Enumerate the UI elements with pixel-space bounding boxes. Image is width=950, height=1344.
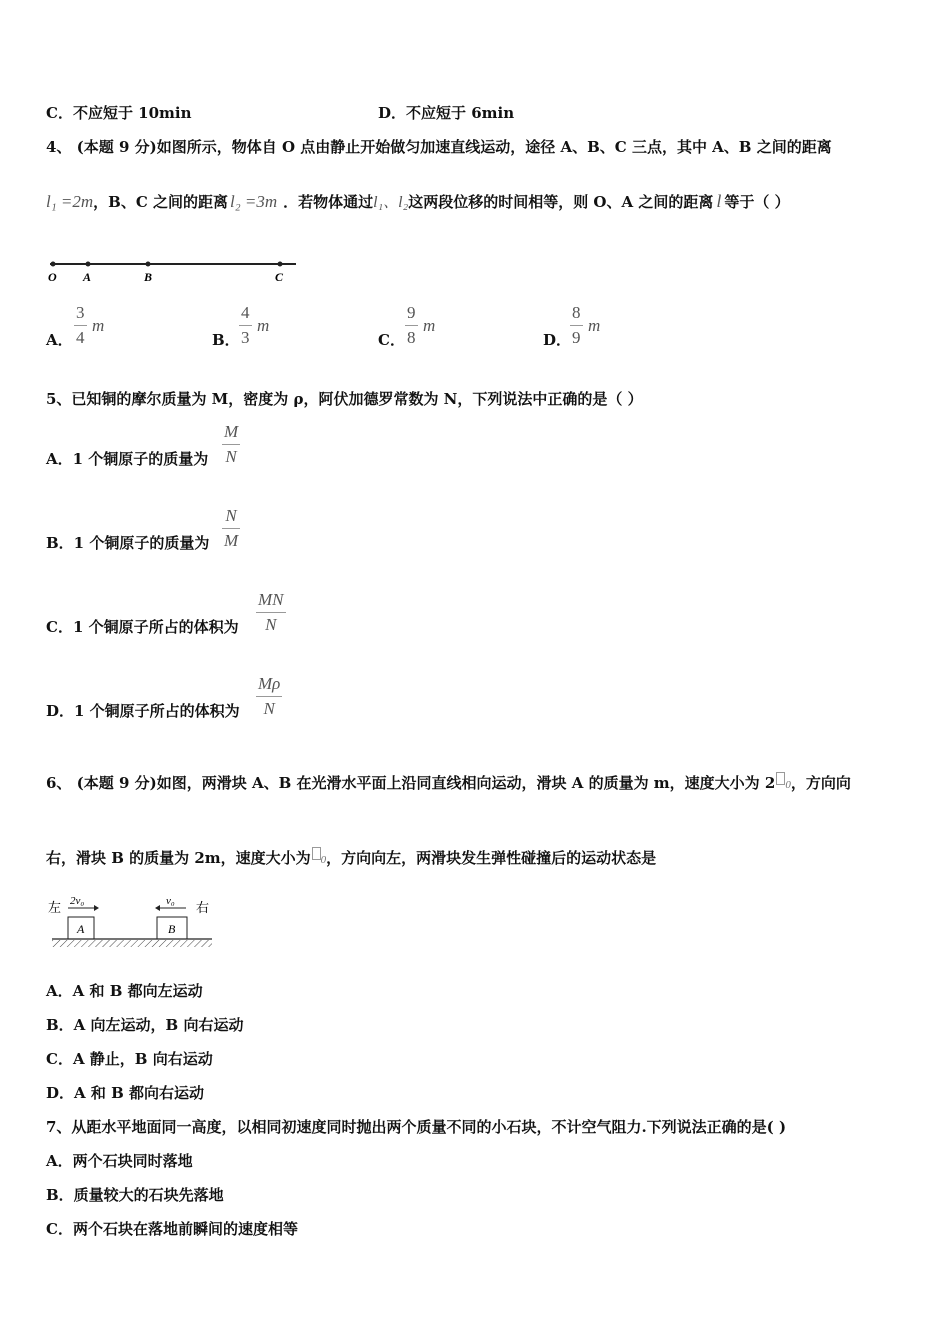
left-label: 左 bbox=[48, 901, 62, 916]
q4-option-c-label: C． bbox=[378, 331, 405, 349]
missing-glyph-box bbox=[312, 847, 321, 860]
right-label: 右 bbox=[196, 901, 210, 916]
point-o bbox=[51, 262, 56, 267]
q3-option-d: D．不应短于 6min bbox=[378, 104, 515, 122]
q6-stem-line2 bbox=[46, 847, 656, 868]
q4-seg-b: ，B、C 之间的距离 bbox=[93, 193, 228, 211]
q5-option-a-fraction: M N bbox=[224, 422, 239, 466]
arrow-left-head bbox=[155, 905, 160, 911]
block-b-label: B bbox=[168, 922, 176, 936]
q4-seg-c: ．若物体通过 bbox=[283, 193, 374, 211]
q5-option-b: B．1 个铜原子的质量为 bbox=[46, 534, 210, 552]
q5-option-c: C．1 个铜原子所占的体积为 bbox=[46, 618, 239, 636]
q5-stem: 5、已知铜的摩尔质量为 M，密度为 ρ，阿伏加德罗常数为 N，下列说法中正确的是（ ） bbox=[46, 390, 643, 408]
q4-option-a-label: A． bbox=[46, 331, 73, 349]
velocity-a-label: 2v₀ bbox=[70, 895, 85, 907]
label-c: C bbox=[275, 270, 284, 284]
l2-expression: l₂ =3m bbox=[229, 192, 278, 211]
point-a bbox=[86, 262, 91, 267]
q7-option-c: C．两个石块在落地前瞬间的速度相等 bbox=[46, 1220, 298, 1238]
q5-option-b-fraction: N M bbox=[224, 506, 239, 550]
q6-option-c: C．A 静止，B 向右运动 bbox=[46, 1050, 213, 1068]
q4-option-c-fraction: 9 8 bbox=[407, 303, 416, 347]
q6-option-b: B．A 向左运动，B 向右运动 bbox=[46, 1016, 244, 1034]
missing-glyph-box bbox=[776, 772, 785, 785]
q6-stem-line2-text: 右，滑块 B 的质量为 2m，速度大小为 bbox=[46, 849, 311, 867]
q4-option-b-unit: m bbox=[257, 316, 270, 335]
q3-option-c: C．不应短于 10min bbox=[46, 104, 192, 122]
q6-stem-line1-text: 6、 (本题 9 分)如图，两滑块 A、B 在光滑水平面上沿同直线相向运动，滑块 A 的质量为 m，速度大小为 2 bbox=[46, 774, 776, 792]
q7-stem: 7、从距水平地面同一高度，以相同初速度同时抛出两个质量不同的小石块，不计空气阻力.下列说法正确的是( ) bbox=[46, 1118, 787, 1136]
ground-hatch bbox=[52, 940, 212, 947]
v-subscript: 0 bbox=[785, 779, 791, 791]
q4-option-a-fraction: 3 4 bbox=[76, 303, 85, 347]
q5-option-d: D．1 个铜原子所占的体积为 bbox=[46, 702, 240, 720]
q4-option-a-unit: m bbox=[92, 316, 105, 335]
label-a: A bbox=[83, 270, 92, 284]
q4-stem: 4、 (本题 9 分)如图所示，物体自 O 点由静止开始做匀加速直线运动，途径 A、B、C 三点，其中 A、B 之间的距离 bbox=[46, 138, 832, 156]
l1-symbol: l₁ bbox=[373, 194, 384, 211]
label-b: B bbox=[144, 270, 153, 284]
q5-option-d-fraction: Mρ N bbox=[258, 674, 281, 718]
q5-option-a: A．1 个铜原子的质量为 bbox=[46, 450, 209, 468]
l1-expression: l₁ =2m bbox=[46, 192, 94, 211]
l-symbol: l bbox=[716, 191, 722, 211]
separator: 、 bbox=[383, 195, 399, 211]
v-subscript: 0 bbox=[320, 854, 327, 866]
point-c bbox=[278, 262, 283, 267]
label-o: O bbox=[48, 270, 57, 284]
q4-option-d-unit: m bbox=[588, 316, 601, 335]
l2-symbol: l₂ bbox=[398, 194, 409, 211]
q6-option-a: A．A 和 B 都向左运动 bbox=[46, 982, 203, 1000]
q6-stem-line1-tail: ，方向向 bbox=[790, 774, 851, 792]
q7-option-a: A．两个石块同时落地 bbox=[46, 1152, 193, 1170]
q4-seg-d: 这两段位移的时间相等，则 O、A 之间的距离 bbox=[408, 193, 714, 211]
q6-collision-figure bbox=[46, 890, 216, 954]
q4-line-figure bbox=[46, 254, 302, 288]
velocity-b-label: v₀ bbox=[166, 895, 175, 907]
q7-option-b: B．质量较大的石块先落地 bbox=[46, 1186, 224, 1204]
q4-option-b-fraction: 4 3 bbox=[241, 303, 250, 347]
point-b bbox=[146, 262, 151, 267]
q4-option-d-fraction: 8 9 bbox=[572, 303, 581, 347]
arrow-right-head bbox=[94, 905, 99, 911]
q4-seg-e: 等于（ ） bbox=[724, 193, 790, 211]
q4-stem-line2 bbox=[46, 186, 790, 216]
block-a-label: A bbox=[77, 922, 85, 936]
q5-option-c-fraction: MN N bbox=[258, 590, 284, 634]
q4-option-c-unit: m bbox=[423, 316, 436, 335]
q4-option-b-label: B． bbox=[212, 331, 240, 349]
q4-option-d-label: D． bbox=[543, 331, 572, 349]
q6-option-d: D．A 和 B 都向右运动 bbox=[46, 1084, 204, 1102]
q6-stem-line1 bbox=[46, 772, 851, 793]
q6-stem-line2-tail: ，方向向左，两滑块发生弹性碰撞后的运动状态是 bbox=[326, 849, 657, 867]
